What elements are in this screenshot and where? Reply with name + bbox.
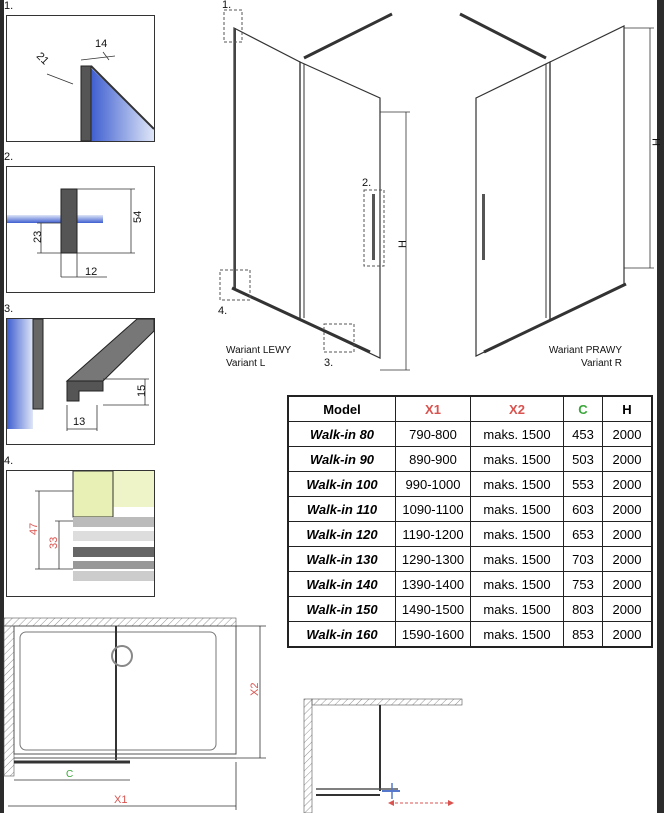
perspective-drawing <box>204 0 664 390</box>
variant-right-enclosure <box>460 14 663 356</box>
plan-drawing <box>4 612 274 813</box>
right-caption <box>542 344 622 370</box>
plan-x2-label: X2 <box>249 682 261 696</box>
cell-model: Walk-in 110 <box>288 497 396 522</box>
callout-1: 1. <box>222 0 232 11</box>
left-h-label: H <box>397 240 409 248</box>
cell-model: Walk-in 120 <box>288 522 396 547</box>
technical-sheet <box>4 0 663 813</box>
cell-x1: 890-900 <box>396 447 471 472</box>
spec-table-row <box>288 547 652 572</box>
callout-2: 2. <box>362 177 372 189</box>
header-x1: X1 <box>396 396 471 422</box>
callout-4: 4. <box>218 305 228 317</box>
cell-model: Walk-in 140 <box>288 572 396 597</box>
cell-c: 503 <box>564 447 603 472</box>
cell-h: 2000 <box>603 622 653 648</box>
left-caption <box>226 344 291 370</box>
detail-1-panel <box>6 15 155 142</box>
cell-c: 653 <box>564 522 603 547</box>
cell-x1: 1090-1100 <box>396 497 471 522</box>
detail-4-drawing <box>7 471 154 596</box>
detail-4-number: 4. <box>4 455 14 467</box>
cell-c: 603 <box>564 497 603 522</box>
cell-x2: maks. 1500 <box>471 547 564 572</box>
detail-4-dim-47: 47 <box>28 522 40 535</box>
detail-2-dim-23: 23 <box>32 230 44 243</box>
spec-table-row <box>288 497 652 522</box>
detail-3-number: 3. <box>4 303 14 315</box>
cell-x1: 1590-1600 <box>396 622 471 648</box>
detail-4-panel <box>6 470 155 597</box>
cell-x2: maks. 1500 <box>471 522 564 547</box>
cell-h: 2000 <box>603 597 653 622</box>
header-x2: X2 <box>471 396 564 422</box>
cell-c: 453 <box>564 422 603 447</box>
cell-x1: 790-800 <box>396 422 471 447</box>
variant-left-enclosure <box>218 0 410 370</box>
spec-table-row <box>288 422 652 447</box>
detail-3-dim-13: 13 <box>73 416 86 428</box>
cell-x2: maks. 1500 <box>471 622 564 648</box>
detail-3-panel <box>6 318 155 445</box>
spec-table-row <box>288 622 652 648</box>
cell-c: 853 <box>564 622 603 648</box>
cell-h: 2000 <box>603 422 653 447</box>
cell-h: 2000 <box>603 447 653 472</box>
detail-1-dim-14: 14 <box>95 38 108 50</box>
detail-2-drawing <box>7 167 154 292</box>
plan-c-label: C <box>66 769 74 780</box>
spec-table-row <box>288 522 652 547</box>
cell-model: Walk-in 130 <box>288 547 396 572</box>
cell-h: 2000 <box>603 572 653 597</box>
cell-x1: 1190-1200 <box>396 522 471 547</box>
detail-1-number: 1. <box>4 0 14 12</box>
spec-table <box>287 395 653 648</box>
cell-x2: maks. 1500 <box>471 472 564 497</box>
spec-table-row <box>288 597 652 622</box>
header-h: H <box>603 396 653 422</box>
detail-2-panel <box>6 166 155 293</box>
cell-model: Walk-in 150 <box>288 597 396 622</box>
cell-h: 2000 <box>603 522 653 547</box>
cell-x2: maks. 1500 <box>471 572 564 597</box>
spec-table-row <box>288 447 652 472</box>
detail-3-drawing <box>7 319 154 444</box>
side-view-drawing <box>302 695 472 813</box>
left-caption-line-1: Wariant LEWY <box>226 345 292 356</box>
cell-x2: maks. 1500 <box>471 597 564 622</box>
right-h-label: H <box>651 138 663 146</box>
right-caption-line-2: Variant R <box>581 358 622 369</box>
detail-2-dim-54: 54 <box>132 210 144 223</box>
cell-h: 2000 <box>603 472 653 497</box>
cell-x2: maks. 1500 <box>471 422 564 447</box>
cell-x1: 990-1000 <box>396 472 471 497</box>
header-c: C <box>564 396 603 422</box>
detail-2-number: 2. <box>4 151 14 163</box>
cell-model: Walk-in 160 <box>288 622 396 648</box>
cell-c: 703 <box>564 547 603 572</box>
cell-c: 753 <box>564 572 603 597</box>
detail-1-drawing <box>7 16 154 141</box>
cell-h: 2000 <box>603 497 653 522</box>
spec-table-row <box>288 472 652 497</box>
detail-3-dim-15: 15 <box>136 384 148 397</box>
detail-4-dim-33: 33 <box>48 536 60 549</box>
cell-c: 803 <box>564 597 603 622</box>
spec-table-header-row <box>288 396 652 422</box>
spec-table-row <box>288 572 652 597</box>
cell-x1: 1390-1400 <box>396 572 471 597</box>
cell-x1: 1490-1500 <box>396 597 471 622</box>
left-caption-line-2: Variant L <box>226 358 266 369</box>
detail-1-dim-21: 21 <box>33 50 51 68</box>
cell-x2: maks. 1500 <box>471 447 564 472</box>
callout-3: 3. <box>324 357 334 369</box>
cell-h: 2000 <box>603 547 653 572</box>
plan-x1-label: X1 <box>114 794 128 806</box>
detail-2-dim-12: 12 <box>85 266 98 278</box>
cell-model: Walk-in 90 <box>288 447 396 472</box>
cell-x2: maks. 1500 <box>471 497 564 522</box>
cell-model: Walk-in 100 <box>288 472 396 497</box>
cell-model: Walk-in 80 <box>288 422 396 447</box>
header-model: Model <box>288 396 396 422</box>
cell-c: 553 <box>564 472 603 497</box>
cell-x1: 1290-1300 <box>396 547 471 572</box>
right-caption-line-1: Wariant PRAWY <box>548 345 622 356</box>
